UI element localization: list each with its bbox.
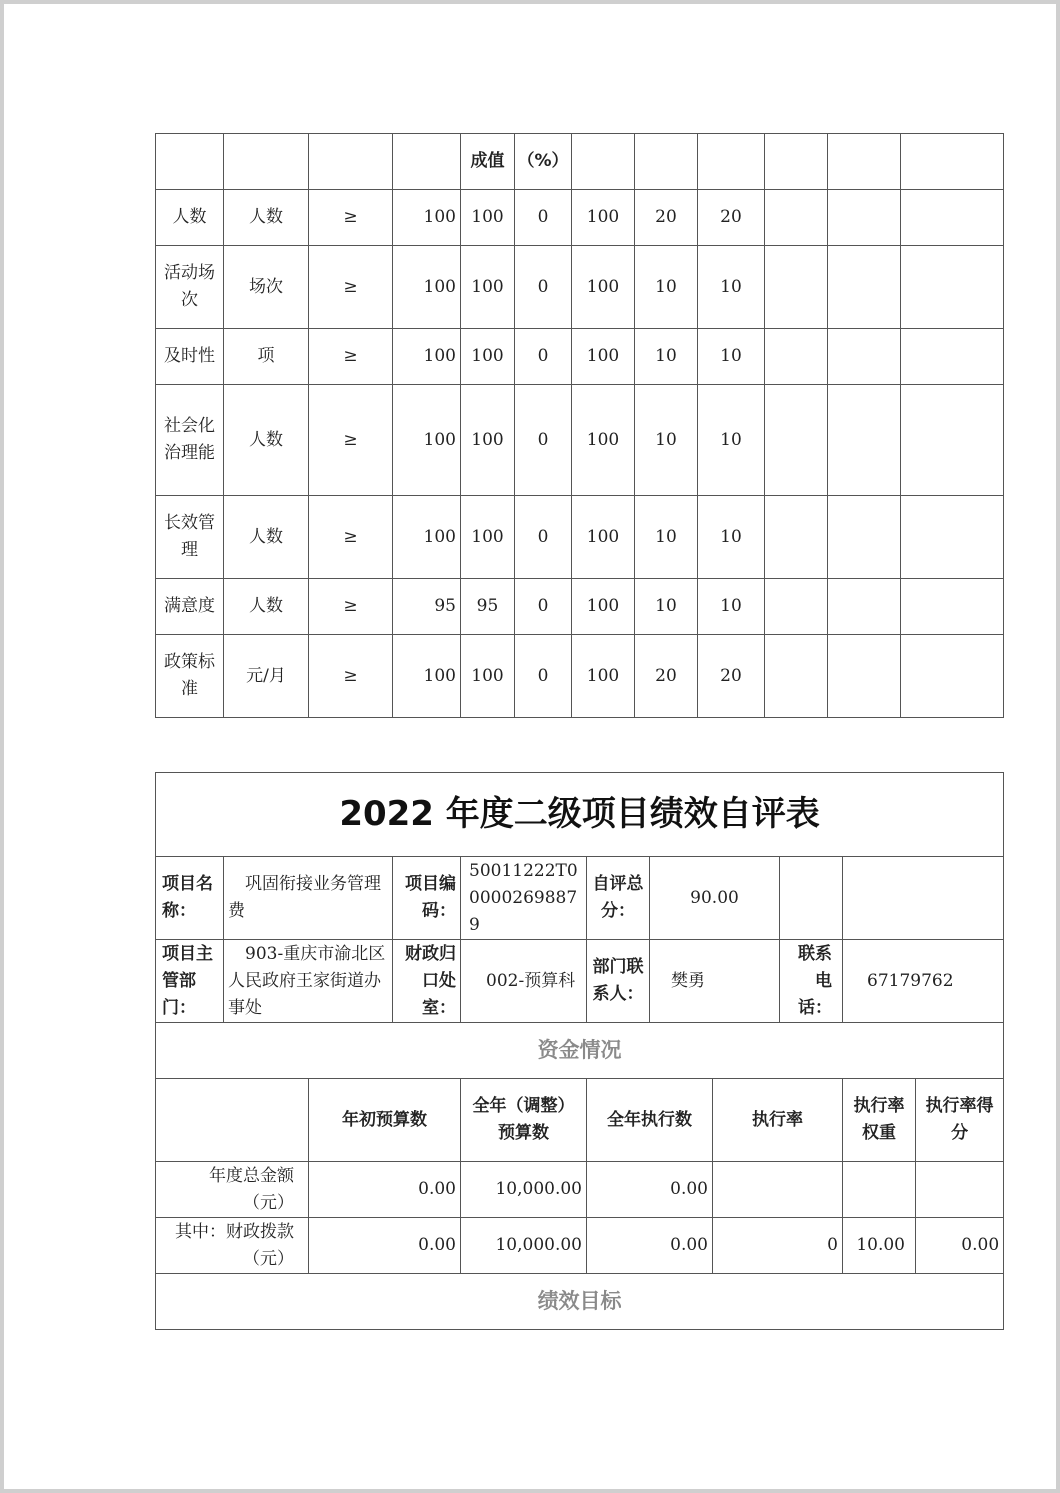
- operator: ≥: [309, 496, 393, 579]
- score: 10: [698, 246, 765, 329]
- contact: 樊勇: [650, 940, 780, 1023]
- performance-section-title: 绩效目标: [156, 1274, 1004, 1330]
- operator: ≥: [309, 579, 393, 635]
- project-code: 50011222T000002698879: [461, 857, 587, 940]
- initial-budget: 0.00: [309, 1162, 461, 1218]
- document-page: [4, 4, 1056, 1489]
- actual: 100: [461, 385, 515, 496]
- executed-amount: 0.00: [587, 1162, 713, 1218]
- actual: 100: [461, 246, 515, 329]
- rate-score-header: 执行率得分: [916, 1079, 1004, 1162]
- table-row: [156, 246, 1004, 329]
- initial-budget-header: 年初预算数: [309, 1079, 461, 1162]
- rate-score: [916, 1162, 1004, 1218]
- table-row: [156, 190, 1004, 246]
- adjusted-budget: 10,000.00: [461, 1218, 587, 1274]
- actual: 95: [461, 579, 515, 635]
- project-name-label: 项目名称：: [156, 857, 224, 940]
- self-evaluation-form: [155, 772, 1004, 1330]
- rate: 100: [572, 635, 635, 718]
- unit: 人数: [224, 385, 309, 496]
- dept-label: 项目主管部门：: [156, 940, 224, 1023]
- finance-office-label: 财政归口处室：: [393, 940, 461, 1023]
- table-row: [156, 496, 1004, 579]
- execution-rate-header: 执行率: [713, 1079, 843, 1162]
- operator: ≥: [309, 329, 393, 385]
- execution-rate: [713, 1162, 843, 1218]
- rate: 100: [572, 329, 635, 385]
- weight: 10: [635, 579, 698, 635]
- target: 100: [393, 496, 461, 579]
- self-score: 90.00: [650, 857, 780, 940]
- project-code-label: 项目编码：: [393, 857, 461, 940]
- unit: 场次: [224, 246, 309, 329]
- table-row: [156, 635, 1004, 718]
- pct: 0: [515, 579, 572, 635]
- phone-label: 联系电话：: [780, 940, 843, 1023]
- table-row: [156, 134, 1004, 190]
- indicator-name: 及时性: [156, 329, 224, 385]
- score: 10: [698, 329, 765, 385]
- target: 100: [393, 190, 461, 246]
- rate: 100: [572, 190, 635, 246]
- self-score-label: 自评总分：: [587, 857, 650, 940]
- initial-budget: 0.00: [309, 1218, 461, 1274]
- form-title: 2022 年度二级项目绩效自评表: [156, 773, 1004, 857]
- pct: 0: [515, 246, 572, 329]
- actual: 100: [461, 496, 515, 579]
- executed-amount: 0.00: [587, 1218, 713, 1274]
- adjusted-budget: 10,000.00: [461, 1162, 587, 1218]
- finance-office: 002-预算科: [461, 940, 587, 1023]
- rate-weight-header: 执行率权重: [843, 1079, 916, 1162]
- rate: 100: [572, 496, 635, 579]
- unit: 人数: [224, 496, 309, 579]
- weight: 20: [635, 635, 698, 718]
- score: 10: [698, 496, 765, 579]
- adjusted-budget-header: 全年（调整）预算数: [461, 1079, 587, 1162]
- indicator-name: 满意度: [156, 579, 224, 635]
- header-cell: 成值: [461, 134, 515, 190]
- score: 20: [698, 190, 765, 246]
- table-row: [156, 1218, 1004, 1274]
- indicator-table: [155, 133, 1004, 718]
- funds-section-title: 资金情况: [156, 1023, 1004, 1079]
- pct: 0: [515, 635, 572, 718]
- weight: 20: [635, 190, 698, 246]
- execution-rate: 0: [713, 1218, 843, 1274]
- weight: 10: [635, 385, 698, 496]
- phone: 67179762: [843, 940, 1004, 1023]
- rate-weight: 10.00: [843, 1218, 916, 1274]
- indicator-name: 活动场次: [156, 246, 224, 329]
- target: 95: [393, 579, 461, 635]
- weight: 10: [635, 246, 698, 329]
- weight: 10: [635, 496, 698, 579]
- project-name: 巩固衔接业务管理费: [224, 857, 393, 940]
- fund-row-label: 其中：财政拨款（元）: [156, 1218, 309, 1274]
- unit: 人数: [224, 579, 309, 635]
- unit: 元/月: [224, 635, 309, 718]
- operator: ≥: [309, 385, 393, 496]
- table-row: [156, 385, 1004, 496]
- unit: 人数: [224, 190, 309, 246]
- score: 10: [698, 579, 765, 635]
- indicator-name: 政策标准: [156, 635, 224, 718]
- unit: 项: [224, 329, 309, 385]
- table-row: [156, 1162, 1004, 1218]
- target: 100: [393, 246, 461, 329]
- fund-row-label: 年度总金额（元）: [156, 1162, 309, 1218]
- rate-score: 0.00: [916, 1218, 1004, 1274]
- actual: 100: [461, 190, 515, 246]
- indicator-name: 人数: [156, 190, 224, 246]
- pct: 0: [515, 496, 572, 579]
- rate: 100: [572, 579, 635, 635]
- dept: 903-重庆市渝北区人民政府王家街道办事处: [224, 940, 393, 1023]
- pct: 0: [515, 385, 572, 496]
- target: 100: [393, 385, 461, 496]
- indicator-name: 社会化治理能: [156, 385, 224, 496]
- operator: ≥: [309, 635, 393, 718]
- operator: ≥: [309, 246, 393, 329]
- weight: 10: [635, 329, 698, 385]
- table-row: [156, 329, 1004, 385]
- actual: 100: [461, 329, 515, 385]
- target: 100: [393, 635, 461, 718]
- score: 20: [698, 635, 765, 718]
- rate-weight: [843, 1162, 916, 1218]
- table-row: [156, 579, 1004, 635]
- contact-label: 部门联系人：: [587, 940, 650, 1023]
- actual: 100: [461, 635, 515, 718]
- operator: ≥: [309, 190, 393, 246]
- target: 100: [393, 329, 461, 385]
- executed-header: 全年执行数: [587, 1079, 713, 1162]
- score: 10: [698, 385, 765, 496]
- indicator-name: 长效管理: [156, 496, 224, 579]
- rate: 100: [572, 246, 635, 329]
- header-cell: （%）: [515, 134, 572, 190]
- pct: 0: [515, 329, 572, 385]
- rate: 100: [572, 385, 635, 496]
- pct: 0: [515, 190, 572, 246]
